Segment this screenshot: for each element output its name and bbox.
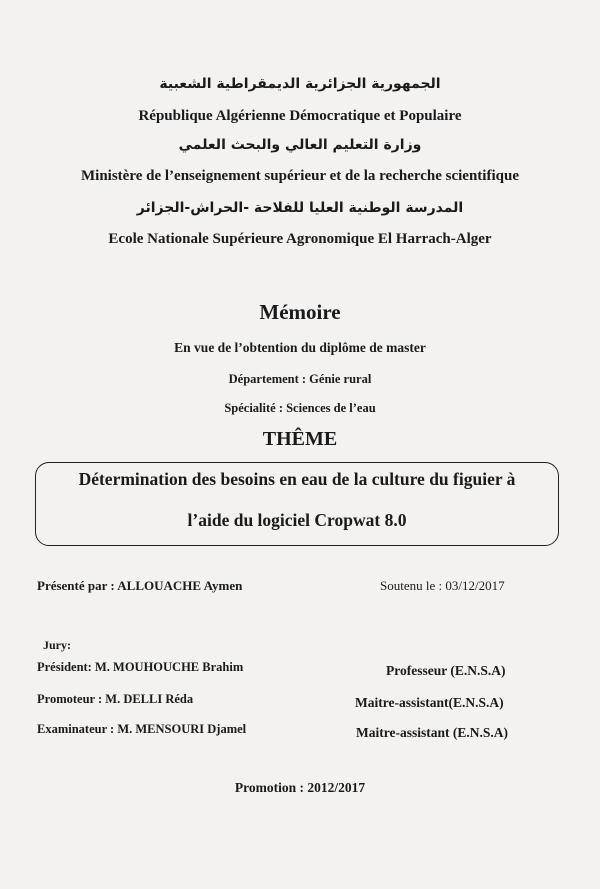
republic-french: République Algérienne Démocratique et Populaire	[138, 108, 462, 124]
department: Département : Génie rural	[228, 372, 372, 386]
jury-member-rank: Maitre-assistant (E.N.S.A)	[356, 725, 508, 740]
theme-title-line-1: Détermination des besoins en eau de la culture du figuier à	[78, 469, 516, 489]
theme-title-box	[35, 462, 559, 546]
presenter: Présenté par : ALLOUACHE Aymen	[37, 578, 243, 593]
jury-member-rank: Professeur (E.N.S.A)	[386, 663, 506, 678]
ministry-arabic: وزارة التعليم العالي والبحث العلمي	[178, 137, 422, 153]
theme-title-line-2: l’aide du logiciel Cropwat 8.0	[187, 510, 407, 530]
defense-date: Soutenu le : 03/12/2017	[380, 578, 505, 593]
document-type: Mémoire	[259, 300, 341, 324]
ministry-french: Ministère de l’enseignement supérieur et de la recherche scientifique	[81, 168, 519, 184]
diploma-purpose: En vue de l’obtention du diplôme de master	[174, 340, 426, 355]
school-arabic: المدرسة الوطنية العليا للفلاحة -الحراش-الجزائر	[136, 200, 464, 216]
jury-member-name: Président: M. MOUHOUCHE Brahim	[37, 660, 244, 674]
promotion: Promotion : 2012/2017	[234, 780, 366, 795]
republic-arabic: الجمهورية الجزائرية الديمقراطية الشعبية	[159, 76, 441, 92]
jury-member-name: Promoteur : M. DELLI Réda	[37, 692, 194, 706]
school-french: Ecole Nationale Supérieure Agronomique El Harrach-Alger	[108, 231, 492, 247]
jury-title: Jury:	[43, 638, 71, 652]
jury-member-rank: Maitre-assistant(E.N.S.A)	[355, 695, 504, 710]
theme-heading: THÊME	[262, 428, 338, 450]
jury-member-name: Examinateur : M. MENSOURI Djamel	[37, 722, 247, 736]
specialty: Spécialité : Sciences de l’eau	[224, 401, 376, 415]
